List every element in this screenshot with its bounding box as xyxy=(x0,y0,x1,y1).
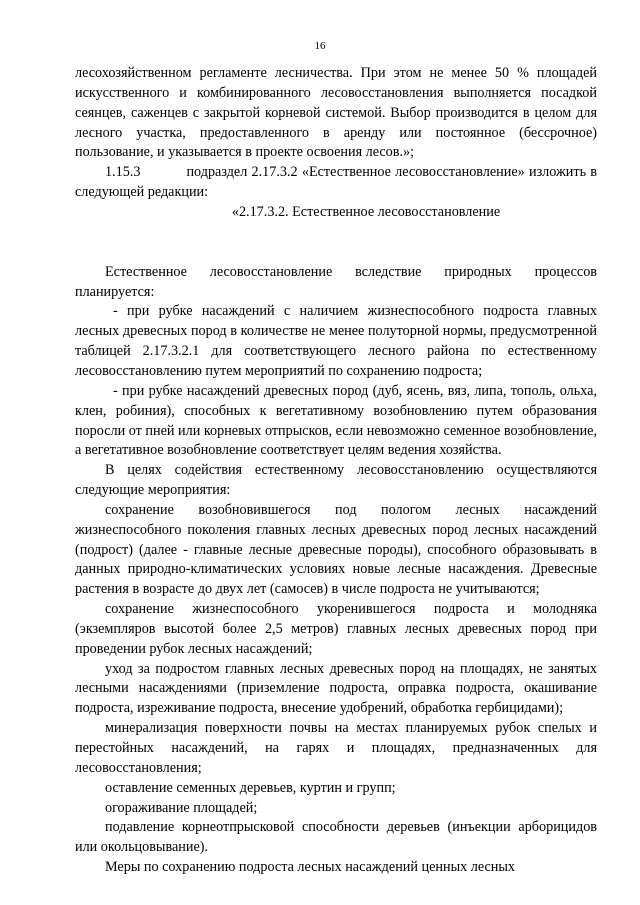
item-number: 1.15.3 xyxy=(105,164,141,181)
document-body xyxy=(75,64,597,878)
list-item: сохранение жизнеспособного укоренившегося подроста и молодняка (экземпляров высотой более 2,5 метров) главных лесных древесных пород при проведении рубок лесных насаждений; xyxy=(75,601,597,657)
paragraph: Естественное лесовосстановление вследствие природных процессов планируется: xyxy=(75,263,597,300)
list-item: оставление семенных деревьев, куртин и групп; xyxy=(105,779,396,796)
list-item: - при рубке насаждений с наличием жизнеспособного подроста главных лесных древесных пород в количестве не менее полуторной нормы, предусмотренной таблицей 2.17.3.2.1 для соответствующего лесного района по естественному лесовосстановлению путем мероприятий по сохранению подроста; xyxy=(75,303,597,379)
paragraph-continuation: лесохозяйственном регламенте лесничества. При этом не менее 50 % площадей искусственного и комбинированного лесовосстановления выполняется посадкой сеянцев, саженцев с закрытой корневой системой. Выбор производится в целом для лесного участка, предоставленного в аренду или постоянное (бессрочное) пользование, и указывается в проекте освоения лесов.»; xyxy=(75,65,597,161)
paragraph: В целях содействия естественному лесовосстановлению осуществляются следующие мероприятия: xyxy=(75,462,597,499)
list-item: огораживание площадей; xyxy=(105,799,258,816)
list-item: подавление корнеотпрысковой способности деревьев (инъекции арборицидов или окольцовывание). xyxy=(75,819,597,856)
list-item: сохранение возобновившегося под пологом лесных насаждений жизнеспособного поколения главных лесных древесных пород лесных насаждений (подрост) (далее - главные лесные древесные породы), способного образовывать в данных природно-климатических условиях новые лесные насаждения. Древесные растения в возрасте до двух лет (самосев) в числе подроста не учитываются; xyxy=(75,501,597,598)
list-item: - при рубке насаждений древесных пород (дуб, ясень, вяз, липа, тополь, ольха, клен, робиния), способных к вегетативному возобновлению путем образования поросли от пней или корневых отпрысков, если невозможно семенное возобновление, а вегетативное возобновление соответствует целям ведения хозяйства. xyxy=(75,382,598,459)
list-item: уход за подростом главных лесных древесных пород на площадях, не занятых лесными насаждениями (приземление подроста, оправка подроста, окашивание подроста, изреживание подроста, внесение удобрений, обработка гербицидами); xyxy=(75,660,597,717)
paragraph-item-1-15-3 xyxy=(75,163,597,203)
list-item: минерализация поверхности почвы на местах планируемых рубок спелых и перестойных насаждений, на гарях и площадях, предназначенных для лесовосстановления; xyxy=(75,720,597,776)
item-text: подраздел 2.17.3.2 «Естественное лесовосстановление» изложить в следующей редакции: xyxy=(75,164,597,201)
page-number: 16 xyxy=(314,40,326,52)
section-title: «2.17.3.2. Естественное лесовосстановление xyxy=(231,203,501,220)
paragraph: Меры по сохранению подроста лесных насаждений ценных лесных xyxy=(105,859,516,876)
blank-space xyxy=(75,223,597,263)
